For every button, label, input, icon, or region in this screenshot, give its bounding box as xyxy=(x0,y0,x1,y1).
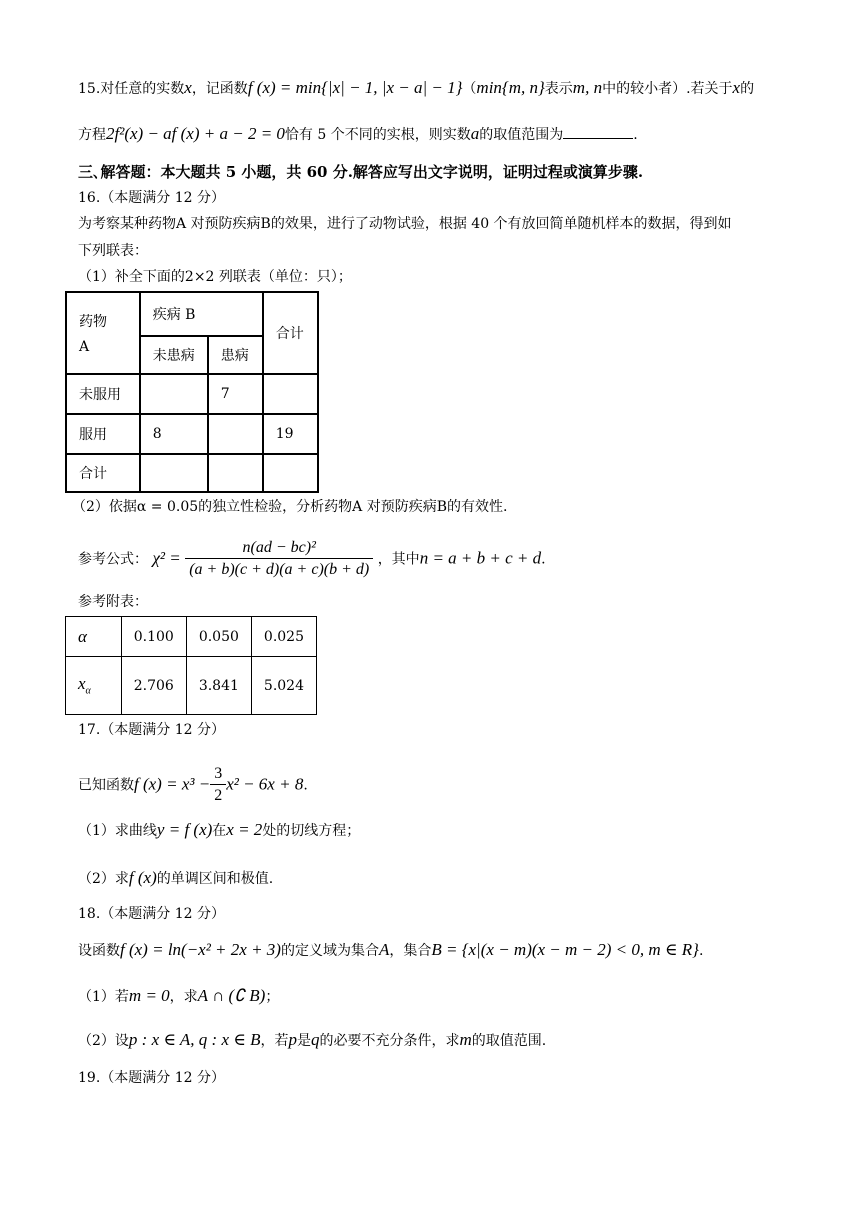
q15-function-definition: f (x) = min{|x| − 1, |x − a| − 1} xyxy=(247,78,463,97)
table-cell: 5.024 xyxy=(251,657,316,715)
table-cell: 0.025 xyxy=(251,617,316,657)
fraction-denominator: 2 xyxy=(214,787,223,804)
table-cell: 3.841 xyxy=(186,657,251,715)
q18-set-b: B = {x|(x − m)(x − m − 2) < 0, m ∈ R} xyxy=(431,940,699,959)
table-cell[interactable] xyxy=(140,454,208,492)
formula-text: . xyxy=(541,551,546,568)
header-disease: 疾病 B xyxy=(140,292,263,336)
q17-fraction xyxy=(210,764,226,807)
q18-m: m = 0 xyxy=(128,986,170,1005)
header-drug xyxy=(66,292,140,374)
q17-part2 xyxy=(78,868,273,889)
q15-text: ，记函数 xyxy=(191,81,248,97)
q18-text: （2）设 xyxy=(78,1033,129,1049)
q17-text: 处的切线方程； xyxy=(262,823,361,839)
q16-title: 16.（本题满分 12 分） xyxy=(78,190,225,206)
alpha-label: α xyxy=(66,617,122,657)
table-cell[interactable] xyxy=(208,454,263,492)
header-drug-a: A xyxy=(79,339,90,355)
formula-fraction xyxy=(185,538,373,581)
q18-text: ，集合 xyxy=(389,943,432,959)
x-label: x xyxy=(78,674,86,694)
ref-table-label: 参考附表： xyxy=(78,594,148,610)
q17-function: f (x) = x³ − xyxy=(134,774,211,794)
formula-numerator: n(ad − bc)² xyxy=(185,538,373,559)
table-cell: 0.100 xyxy=(121,617,186,657)
formula-label: 参考公式： xyxy=(78,551,148,568)
q17-title: 17.（本题满分 12 分） xyxy=(78,722,225,738)
row-label: 服用 xyxy=(66,414,140,454)
q17-text: （1）求曲线 xyxy=(78,823,157,839)
q17-function-tail: x² − 6x + 8 xyxy=(226,774,304,794)
chi-square-symbol: χ² = xyxy=(152,548,181,568)
q19-title: 19.（本题满分 12 分） xyxy=(78,1070,225,1086)
table-row xyxy=(66,454,318,492)
reference-table xyxy=(65,616,317,715)
q18-part2 xyxy=(78,1030,546,1051)
table-cell: 7 xyxy=(208,374,263,414)
q18-text: （1）若 xyxy=(78,989,129,1005)
q15-var-x: x xyxy=(184,78,192,97)
q17-given xyxy=(78,764,308,807)
row-label: 合计 xyxy=(66,454,140,492)
section-heading: 三､解答题：本大题共 5 小题，共 60 分.解答应写出文字说明，证明过程或演算步骤. xyxy=(78,163,644,181)
q18-text: . xyxy=(698,943,704,959)
q15-text: 方程 xyxy=(78,127,106,143)
alpha-subscript: α xyxy=(85,685,91,697)
table-cell: 19 xyxy=(263,414,318,454)
q18-set-a: A xyxy=(378,940,390,959)
q18-set-expression: A ∩ (∁ B) xyxy=(197,986,266,1005)
q18-pq: p : x ∈ A, q : x ∈ B xyxy=(128,1030,261,1049)
table-cell[interactable] xyxy=(263,454,318,492)
header-total: 合计 xyxy=(263,292,318,374)
q15-var-x: x xyxy=(732,78,741,97)
q15-text: 15.对任意的实数 xyxy=(78,81,185,97)
q18-function: f (x) = ln(−x² + 2x + 3) xyxy=(120,940,281,959)
q18-title: 18.（本题满分 12 分） xyxy=(78,906,225,922)
q15-var-a: a xyxy=(470,124,480,143)
q18-text: 的取值范围. xyxy=(471,1033,547,1049)
q17-curve: y = f (x) xyxy=(156,820,213,839)
q17-text: . xyxy=(303,777,308,794)
q18-line1 xyxy=(78,940,703,961)
q18-text: 设函数 xyxy=(78,943,120,959)
table-cell: 2.706 xyxy=(121,657,186,715)
q18-part1 xyxy=(78,986,279,1007)
header-drug-label: 药物 xyxy=(79,314,107,330)
formula-line xyxy=(78,538,546,581)
q15-text: 恰有 5 个不同的实根，则实数 xyxy=(284,127,471,143)
q15-mn: m, n xyxy=(572,78,603,97)
q18-text: ； xyxy=(265,989,280,1005)
q18-text: ，求 xyxy=(169,989,198,1005)
q17-text: 在 xyxy=(212,823,227,839)
x-alpha-label xyxy=(66,657,122,715)
q17-x-value: x = 2 xyxy=(226,820,263,839)
table-cell[interactable] xyxy=(140,374,208,414)
q15-equation: 2f²(x) − af (x) + a − 2 = 0 xyxy=(106,124,285,143)
q18-m: m xyxy=(459,1030,472,1049)
table-row xyxy=(66,374,318,414)
q15-text: . xyxy=(633,127,638,143)
row-label: 未服用 xyxy=(66,374,140,414)
q15-min-notation: min{m, n} xyxy=(476,78,545,97)
table-cell[interactable] xyxy=(263,374,318,414)
header-sick: 患病 xyxy=(208,336,263,374)
q15-text: 中的较小者）.若关于 xyxy=(602,81,733,97)
table-row xyxy=(66,617,317,657)
q15-line2 xyxy=(78,124,638,145)
q17-text: 的单调区间和极值. xyxy=(156,871,274,887)
fraction-numerator: 3 xyxy=(210,764,226,785)
q16-intro-line2: 下列联表： xyxy=(78,243,148,259)
formula-n: n = a + b + c + d xyxy=(419,548,542,568)
q18-p: p xyxy=(288,1030,297,1049)
q17-f: f (x) xyxy=(128,868,157,887)
q17-part1 xyxy=(78,820,360,841)
q15-text: 表示 xyxy=(544,81,573,97)
table-row xyxy=(66,414,318,454)
contingency-table xyxy=(65,291,319,493)
q18-text: 的定义域为集合 xyxy=(280,943,379,959)
q15-text: （ xyxy=(462,81,477,97)
q18-text: 是 xyxy=(296,1033,311,1049)
q18-q: q xyxy=(310,1030,320,1049)
q18-text: ，若 xyxy=(260,1033,289,1049)
q15-text: 的取值范围为 xyxy=(479,127,564,143)
table-cell: 0.050 xyxy=(186,617,251,657)
table-cell[interactable] xyxy=(208,414,263,454)
answer-blank[interactable] xyxy=(563,124,633,139)
formula-denominator: (a + b)(c + d)(a + c)(b + d) xyxy=(189,561,370,578)
q18-text: 的必要不充分条件，求 xyxy=(319,1033,460,1049)
table-cell: 8 xyxy=(140,414,208,454)
q17-text: 已知函数 xyxy=(78,777,134,794)
q15-line1 xyxy=(78,78,754,99)
header-not-sick: 未患病 xyxy=(140,336,208,374)
formula-text: ，其中 xyxy=(377,551,420,568)
q16-part1: （1）补全下面的2×2 列联表（单位：只）； xyxy=(78,269,352,285)
q15-text: 的 xyxy=(740,81,755,97)
q17-text: （2）求 xyxy=(78,871,129,887)
table-row xyxy=(66,657,317,715)
q16-intro-line1: 为考察某种药物A 对预防疾病B的效果，进行了动物试验，根据 40 个有放回简单随机样本的数据，得到如 xyxy=(78,216,732,232)
q16-part2: （2）依据α = 0.05的独立性检验，分析药物A 对预防疾病B的有效性. xyxy=(72,499,508,515)
